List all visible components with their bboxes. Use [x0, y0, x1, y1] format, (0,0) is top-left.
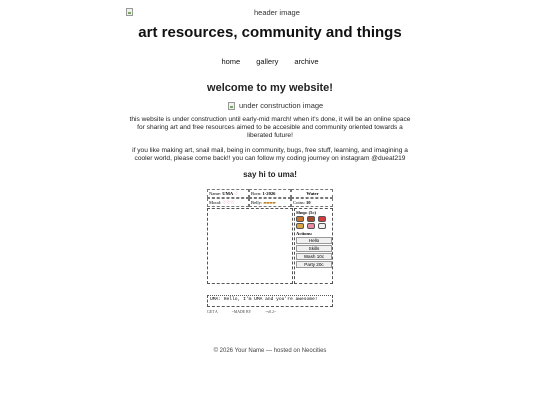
pet-stage[interactable]	[207, 208, 293, 284]
pet-shop	[294, 208, 333, 284]
pet-coins-cell	[291, 198, 333, 207]
skills-button[interactable]: Skills	[296, 245, 332, 252]
pet-mood-label: Mood:	[209, 200, 222, 205]
heart-icon: ♡	[234, 190, 239, 196]
meat-icon[interactable]	[307, 216, 315, 222]
header-image-alt: header image	[254, 8, 300, 17]
under-construction-alt: under construction image	[239, 101, 324, 110]
under-construction-image	[228, 101, 323, 110]
pet-dialog: UMA: Hello, I'm UMA and you're awesome!	[207, 295, 333, 307]
belly-meter-icon: ▰▰▰▰	[263, 199, 276, 205]
main-nav	[0, 57, 540, 66]
water-button[interactable]: Water	[291, 189, 333, 198]
sushi-icon[interactable]	[318, 223, 326, 229]
pet-mood-cell	[207, 198, 249, 207]
pet-credits	[207, 310, 333, 314]
hello-button[interactable]: Hello	[296, 237, 332, 244]
nav-home-link[interactable]: home	[221, 57, 241, 66]
virtual-pet-widget	[207, 189, 333, 317]
tomato-icon[interactable]	[318, 216, 326, 222]
party-button[interactable]: Party 20c	[296, 261, 332, 268]
pet-name-cell	[207, 189, 249, 198]
pet-credit-made-by[interactable]: ~MADE BY	[231, 310, 252, 314]
welcome-heading: welcome to my website!	[207, 82, 333, 94]
pet-born-cell	[249, 189, 291, 198]
burger-icon[interactable]	[296, 216, 304, 222]
say-hi-heading: say hi to uma!	[243, 170, 297, 179]
pet-belly-label: Belly:	[251, 200, 263, 205]
pet-born-value: 1-2026	[262, 191, 276, 196]
pet-coins-label: Coins:	[293, 200, 305, 205]
pet-stats	[207, 189, 333, 207]
pet-name-value: UMA	[222, 191, 234, 196]
header-image	[126, 8, 426, 20]
interests-paragraph: if you like making art, snail mail, being in community, bugs, free stuff, learning, and imagining a cooler world, please come back!! you can follow my coding journey on instagram @dueat219	[132, 147, 408, 163]
broken-image-icon	[126, 8, 133, 16]
broken-image-icon	[228, 102, 235, 110]
actions-label: Actions:	[296, 231, 313, 236]
cake-icon[interactable]	[307, 223, 315, 229]
pet-born-label: Born:	[251, 191, 262, 196]
mood-hearts-icon: ♡♡♡	[222, 199, 235, 205]
pet-version: ~v0.2~	[265, 310, 277, 314]
pet-credit-get[interactable]: GET A	[207, 310, 218, 314]
intro-paragraph: this website is under construction until early-mid march! when it's done, it will be an online space for sharing art and free resources aimed to be accesible and community oriented towards a liberated future!	[129, 116, 411, 140]
pet-name-label: Name:	[209, 191, 222, 196]
pet-coins-value: 10	[306, 200, 311, 205]
pet-belly-cell	[249, 198, 291, 207]
nav-gallery-link[interactable]: gallery	[256, 57, 279, 66]
shop-label: Shop: (5c)	[296, 210, 317, 215]
bread-icon[interactable]	[296, 223, 304, 229]
site-footer: © 2026 Your Name — hosted on Neocities	[213, 348, 327, 354]
nav-archive-link[interactable]: archive	[294, 57, 319, 66]
shop-items	[296, 216, 331, 229]
wash-button[interactable]: Wash 10c	[296, 253, 332, 260]
site-title: art resources, community and things	[138, 24, 402, 41]
